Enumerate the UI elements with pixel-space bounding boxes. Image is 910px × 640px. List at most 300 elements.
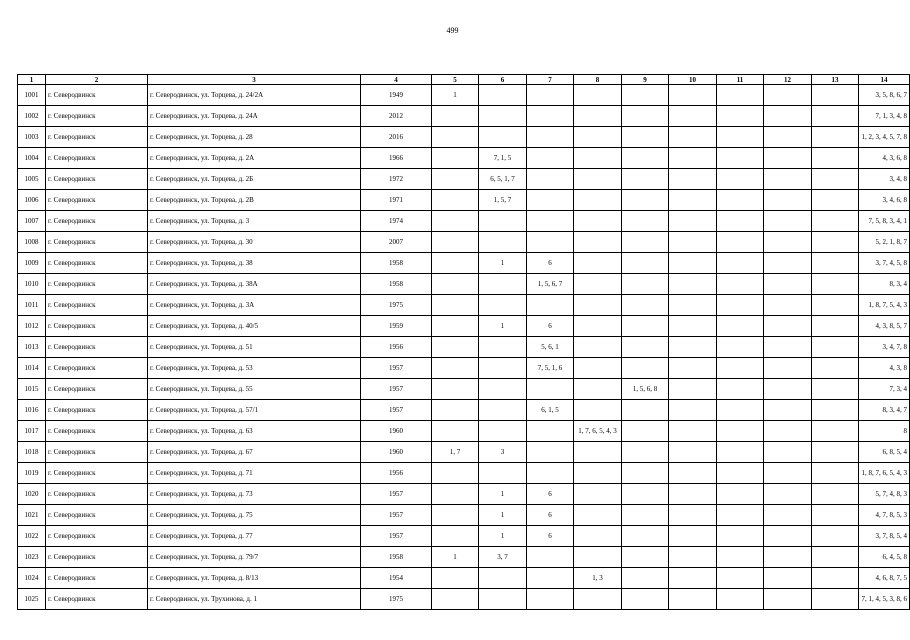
col5-cell [432,295,479,316]
col13-cell [812,127,859,148]
row-number-cell: 1010 [18,274,46,295]
col8-cell: 1, 7, 6, 5, 4, 3 [574,421,622,442]
col8-cell [574,526,622,547]
table-row [18,421,910,442]
col6-cell [479,232,527,253]
col9-cell [622,358,669,379]
col5-cell [432,127,479,148]
address-cell: г. Северодвинск, ул. Торцева, д. 8/13 [148,568,361,589]
col5-cell [432,190,479,211]
col9-cell [622,547,669,568]
address-cell: г. Северодвинск, ул. Торцева, д. 79/7 [148,547,361,568]
col8-cell [574,505,622,526]
col11-cell [717,547,764,568]
settlement-cell: г. Северодвинск [46,169,148,190]
col10-cell [669,190,717,211]
year-cell: 1957 [361,400,432,421]
year-cell: 1957 [361,358,432,379]
settlement-cell: г. Северодвинск [46,379,148,400]
col10-cell [669,316,717,337]
address-cell: г. Северодвинск, ул. Торцева, д. 67 [148,442,361,463]
year-cell: 1954 [361,568,432,589]
row-number-cell: 1007 [18,211,46,232]
table-row [18,232,910,253]
col8-cell [574,337,622,358]
col13-cell [812,85,859,106]
col10-cell [669,421,717,442]
col10-cell [669,232,717,253]
col14-cell: 5, 2, 1, 8, 7 [859,232,910,253]
col8-cell [574,190,622,211]
col7-cell: 6 [527,505,574,526]
col14-cell: 3, 5, 8, 6, 7 [859,85,910,106]
year-cell: 1958 [361,253,432,274]
row-number-cell: 1019 [18,463,46,484]
col9-cell [622,169,669,190]
col13-cell [812,358,859,379]
col11-cell [717,106,764,127]
col8-cell [574,547,622,568]
col8-cell [574,484,622,505]
year-cell: 1972 [361,169,432,190]
settlement-cell: г. Северодвинск [46,295,148,316]
col6-cell [479,400,527,421]
col9-cell [622,400,669,421]
col5-cell [432,169,479,190]
address-cell: г. Северодвинск, ул. Торцева, д. 51 [148,337,361,358]
col11-cell [717,442,764,463]
settlement-cell: г. Северодвинск [46,148,148,169]
col10-cell [669,547,717,568]
col12-cell [764,442,812,463]
col12-cell [764,379,812,400]
col12-cell [764,337,812,358]
year-cell: 1971 [361,190,432,211]
col8-cell [574,358,622,379]
col12-cell [764,85,812,106]
col13-cell [812,316,859,337]
col6-cell [479,463,527,484]
col14-cell: 1, 2, 3, 4, 5, 7, 8 [859,127,910,148]
col9-cell [622,106,669,127]
col10-cell [669,442,717,463]
settlement-cell: г. Северодвинск [46,484,148,505]
col11-cell [717,316,764,337]
col7-cell [527,232,574,253]
col14-cell: 3, 4, 6, 8 [859,190,910,211]
col12-cell [764,421,812,442]
col13-cell [812,337,859,358]
col12-cell [764,547,812,568]
col14-cell: 4, 3, 8, 5, 7 [859,316,910,337]
col11-cell [717,421,764,442]
settlement-cell: г. Северодвинск [46,526,148,547]
col8-cell [574,253,622,274]
col13-cell [812,295,859,316]
col11-cell [717,379,764,400]
col11-cell [717,463,764,484]
row-number-cell: 1020 [18,484,46,505]
col6-cell [479,358,527,379]
col5-cell: 1 [432,547,479,568]
col9-cell [622,526,669,547]
col9-cell [622,442,669,463]
year-cell: 1957 [361,505,432,526]
col9-cell [622,190,669,211]
col10-cell [669,337,717,358]
col5-cell [432,400,479,421]
col7-cell [527,442,574,463]
row-number-cell: 1015 [18,379,46,400]
col5-cell [432,253,479,274]
col9-cell [622,463,669,484]
row-number-cell: 1002 [18,106,46,127]
col12-cell [764,526,812,547]
col11-cell [717,484,764,505]
col14-cell: 6, 8, 5, 4 [859,442,910,463]
col6-cell [479,379,527,400]
col6-cell [479,211,527,232]
year-cell: 1975 [361,295,432,316]
table-row [18,568,910,589]
year-cell: 1956 [361,337,432,358]
table-row [18,295,910,316]
col11-cell [717,127,764,148]
col14-cell: 4, 6, 8, 7, 5 [859,568,910,589]
col10-cell [669,484,717,505]
settlement-cell: г. Северодвинск [46,127,148,148]
col10-cell [669,85,717,106]
settlement-cell: г. Северодвинск [46,358,148,379]
row-number-cell: 1001 [18,85,46,106]
table-row [18,400,910,421]
column-header-11: 11 [717,75,764,85]
col11-cell [717,589,764,610]
col5-cell [432,211,479,232]
year-cell: 1960 [361,442,432,463]
column-header-14: 14 [859,75,910,85]
col12-cell [764,568,812,589]
col14-cell: 4, 3, 8 [859,358,910,379]
col6-cell [479,274,527,295]
col9-cell [622,148,669,169]
col12-cell [764,169,812,190]
table-row [18,127,910,148]
col12-cell [764,589,812,610]
col8-cell [574,316,622,337]
year-cell: 1974 [361,211,432,232]
col5-cell [432,337,479,358]
col12-cell [764,211,812,232]
column-header-3: 3 [148,75,361,85]
col14-cell: 4, 3, 6, 8 [859,148,910,169]
col6-cell [479,127,527,148]
col7-cell: 6 [527,484,574,505]
col10-cell [669,526,717,547]
col10-cell [669,358,717,379]
col12-cell [764,484,812,505]
col14-cell: 3, 7, 8, 5, 4 [859,526,910,547]
col12-cell [764,463,812,484]
address-cell: г. Северодвинск, ул. Торцева, д. 73 [148,484,361,505]
row-number-cell: 1012 [18,316,46,337]
col5-cell [432,589,479,610]
col6-cell: 1 [479,253,527,274]
col13-cell [812,589,859,610]
year-cell: 2016 [361,127,432,148]
col6-cell: 3 [479,442,527,463]
row-number-cell: 1005 [18,169,46,190]
settlement-cell: г. Северодвинск [46,337,148,358]
table-row [18,358,910,379]
column-header-9: 9 [622,75,669,85]
table-row [18,463,910,484]
row-number-cell: 1016 [18,400,46,421]
row-number-cell: 1013 [18,337,46,358]
col7-cell [527,169,574,190]
row-number-cell: 1025 [18,589,46,610]
col6-cell [479,568,527,589]
table-row [18,274,910,295]
col10-cell [669,295,717,316]
settlement-cell: г. Северодвинск [46,190,148,211]
col8-cell [574,463,622,484]
col5-cell [432,106,479,127]
col13-cell [812,148,859,169]
col13-cell [812,253,859,274]
col13-cell [812,526,859,547]
col7-cell [527,85,574,106]
row-number-cell: 1021 [18,505,46,526]
col13-cell [812,169,859,190]
table-row [18,253,910,274]
col6-cell: 1 [479,505,527,526]
col7-cell [527,211,574,232]
col12-cell [764,274,812,295]
col9-cell [622,337,669,358]
address-cell: г. Северодвинск, ул. Торцева, д. 75 [148,505,361,526]
col14-cell: 4, 7, 8, 5, 3 [859,505,910,526]
address-cell: г. Северодвинск, ул. Торцева, д. 30 [148,232,361,253]
year-cell: 1957 [361,484,432,505]
col7-cell [527,547,574,568]
col12-cell [764,358,812,379]
col7-cell: 7, 5, 1, 6 [527,358,574,379]
col7-cell: 6 [527,253,574,274]
settlement-cell: г. Северодвинск [46,316,148,337]
col5-cell [432,484,479,505]
col14-cell: 7, 1, 4, 5, 3, 8, 6 [859,589,910,610]
col6-cell [479,295,527,316]
col5-cell: 1, 7 [432,442,479,463]
col10-cell [669,505,717,526]
table-row [18,211,910,232]
col10-cell [669,589,717,610]
col8-cell [574,589,622,610]
col9-cell [622,232,669,253]
col8-cell [574,85,622,106]
col7-cell [527,148,574,169]
col8-cell [574,379,622,400]
col5-cell [432,148,479,169]
col14-cell: 7, 5, 8, 3, 4, 1 [859,211,910,232]
col11-cell [717,85,764,106]
col12-cell [764,316,812,337]
col12-cell [764,190,812,211]
col9-cell [622,127,669,148]
row-number-cell: 1024 [18,568,46,589]
col14-cell: 8 [859,421,910,442]
year-cell: 1960 [361,421,432,442]
col13-cell [812,232,859,253]
year-cell: 1975 [361,589,432,610]
col14-cell: 7, 1, 3, 4, 8 [859,106,910,127]
column-header-5: 5 [432,75,479,85]
col14-cell: 7, 3, 4 [859,379,910,400]
col12-cell [764,253,812,274]
col14-cell: 3, 7, 4, 5, 8 [859,253,910,274]
table-row [18,190,910,211]
col13-cell [812,211,859,232]
col14-cell: 1, 8, 7, 5, 4, 3 [859,295,910,316]
col5-cell [432,232,479,253]
settlement-cell: г. Северодвинск [46,85,148,106]
col10-cell [669,274,717,295]
col5-cell [432,463,479,484]
col11-cell [717,274,764,295]
settlement-cell: г. Северодвинск [46,568,148,589]
col10-cell [669,106,717,127]
col11-cell [717,211,764,232]
col9-cell [622,316,669,337]
col9-cell [622,484,669,505]
address-cell: г. Северодвинск, ул. Торцева, д. 55 [148,379,361,400]
year-cell: 2012 [361,106,432,127]
col7-cell [527,190,574,211]
col11-cell [717,169,764,190]
col10-cell [669,148,717,169]
col9-cell [622,589,669,610]
col8-cell [574,400,622,421]
col6-cell [479,337,527,358]
table-row [18,505,910,526]
table-row [18,316,910,337]
col6-cell: 1 [479,316,527,337]
col6-cell: 3, 7 [479,547,527,568]
col6-cell: 6, 5, 1, 7 [479,169,527,190]
table-header-row [18,75,910,85]
col13-cell [812,274,859,295]
table-body [18,85,910,610]
col13-cell [812,400,859,421]
settlement-cell: г. Северодвинск [46,589,148,610]
column-header-8: 8 [574,75,622,85]
col14-cell: 5, 7, 4, 8, 3 [859,484,910,505]
col7-cell: 6 [527,316,574,337]
settlement-cell: г. Северодвинск [46,547,148,568]
settlement-cell: г. Северодвинск [46,400,148,421]
col5-cell [432,421,479,442]
address-cell: г. Северодвинск, ул. Торцева, д. 71 [148,463,361,484]
address-cell: г. Северодвинск, ул. Торцева, д. 24А [148,106,361,127]
col7-cell: 6, 1, 5 [527,400,574,421]
row-number-cell: 1023 [18,547,46,568]
column-header-13: 13 [812,75,859,85]
col13-cell [812,505,859,526]
year-cell: 1949 [361,85,432,106]
col10-cell [669,127,717,148]
col6-cell [479,85,527,106]
row-number-cell: 1018 [18,442,46,463]
col5-cell [432,316,479,337]
settlement-cell: г. Северодвинск [46,211,148,232]
data-table [17,74,910,610]
address-cell: г. Северодвинск, ул. Торцева, д. 28 [148,127,361,148]
address-cell: г. Северодвинск, ул. Торцева, д. 38 [148,253,361,274]
col8-cell: 1, 3 [574,568,622,589]
col6-cell: 1, 5, 7 [479,190,527,211]
table-row [18,589,910,610]
col9-cell [622,568,669,589]
address-cell: г. Северодвинск, ул. Торцева, д. 38А [148,274,361,295]
col11-cell [717,568,764,589]
table-row [18,379,910,400]
column-header-1: 1 [18,75,46,85]
year-cell: 1957 [361,526,432,547]
col7-cell [527,568,574,589]
col8-cell [574,127,622,148]
settlement-cell: г. Северодвинск [46,253,148,274]
year-cell: 2007 [361,232,432,253]
col6-cell [479,421,527,442]
col9-cell [622,253,669,274]
col5-cell [432,526,479,547]
row-number-cell: 1006 [18,190,46,211]
year-cell: 1966 [361,148,432,169]
col13-cell [812,547,859,568]
row-number-cell: 1003 [18,127,46,148]
col11-cell [717,295,764,316]
col13-cell [812,106,859,127]
settlement-cell: г. Северодвинск [46,505,148,526]
col7-cell [527,106,574,127]
col12-cell [764,148,812,169]
col13-cell [812,379,859,400]
col8-cell [574,232,622,253]
col10-cell [669,400,717,421]
col11-cell [717,253,764,274]
col6-cell [479,589,527,610]
col10-cell [669,253,717,274]
col14-cell: 6, 4, 5, 8 [859,547,910,568]
col7-cell: 5, 6, 1 [527,337,574,358]
col5-cell [432,568,479,589]
col11-cell [717,190,764,211]
settlement-cell: г. Северодвинск [46,106,148,127]
col7-cell: 6 [527,526,574,547]
col8-cell [574,442,622,463]
col10-cell [669,169,717,190]
col12-cell [764,295,812,316]
col12-cell [764,232,812,253]
col8-cell [574,295,622,316]
address-cell: г. Северодвинск, ул. Торцева, д. 57/1 [148,400,361,421]
column-header-4: 4 [361,75,432,85]
address-cell: г. Северодвинск, ул. Торцева, д. 77 [148,526,361,547]
col11-cell [717,232,764,253]
address-cell: г. Северодвинск, ул. Торцева, д. 3А [148,295,361,316]
col7-cell: 1, 5, 6, 7 [527,274,574,295]
